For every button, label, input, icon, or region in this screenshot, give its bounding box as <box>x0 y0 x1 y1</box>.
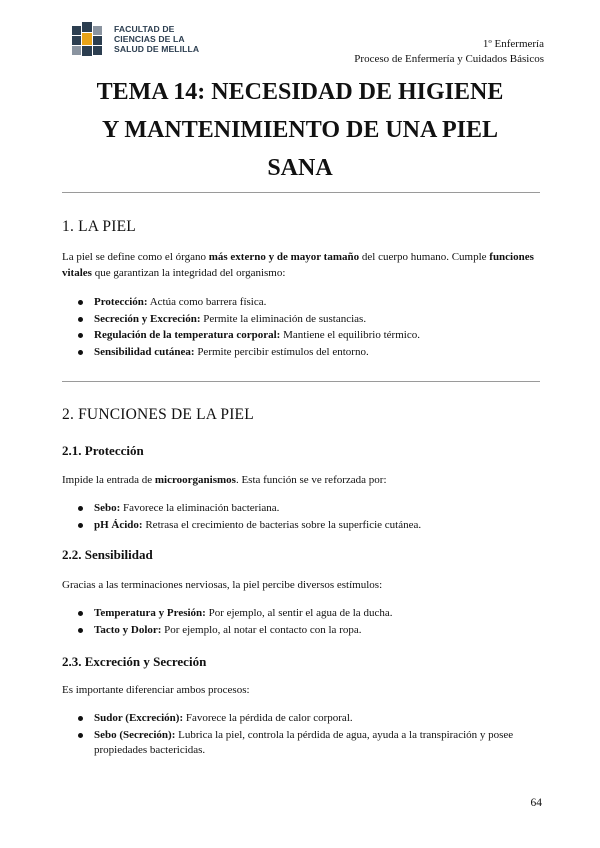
item-text: Retrasa el crecimiento de bacterias sobre la superficie cutánea. <box>142 518 422 531</box>
item-text: Lubrica la piel, controla la pérdida de agua, ayuda a la transpiración y posee propiedades bactericidas. <box>94 728 514 756</box>
list-item <box>62 711 542 727</box>
bullet-icon <box>78 523 83 528</box>
page-title <box>40 73 560 187</box>
excretion-list <box>62 711 542 760</box>
item-text: Por ejemplo, al notar el contacto con la ropa. <box>161 623 362 636</box>
bullet-icon <box>78 733 83 738</box>
text-run: Impide la entrada de <box>62 474 155 486</box>
item-text: Favorece la eliminación bacteriana. <box>120 502 280 514</box>
title-line: Y MANTENIMIENTO DE UNA PIEL <box>101 117 499 143</box>
list-item <box>62 295 542 311</box>
item-text: Favorece la pérdida de calor corporal. <box>183 712 353 724</box>
skin-functions-list <box>62 295 542 361</box>
bullet-icon <box>78 300 83 305</box>
section-intro <box>62 250 542 281</box>
item-label: Tacto y Dolor: <box>94 623 162 636</box>
header-info <box>354 37 544 67</box>
text-run: La piel se define como el órgano <box>62 251 209 263</box>
subsection-heading-excrecion: 2.3. Excreción y Secreción <box>62 654 207 669</box>
bullet-icon <box>78 317 83 322</box>
logo-text <box>114 24 199 54</box>
item-label: pH Ácido: <box>94 518 143 531</box>
list-item <box>62 312 542 328</box>
bold-run: microorganismos <box>154 474 236 486</box>
faculty-logo-icon <box>68 20 106 58</box>
item-text: Permite percibir estímulos del entorno. <box>194 345 369 358</box>
bullet-icon <box>78 333 83 338</box>
list-item <box>62 501 542 517</box>
title-line: SANA <box>267 155 333 181</box>
bold-run: funciones vitales <box>62 251 534 279</box>
divider <box>62 381 540 382</box>
item-text: Permite la eliminación de sustancias. <box>200 312 367 325</box>
list-item <box>62 518 542 534</box>
item-label: Sebo (Secreción): <box>94 728 176 741</box>
sensitivity-list <box>62 606 542 639</box>
item-label: Regulación de la temperatura corporal: <box>94 329 281 341</box>
section-heading-funciones: 2. FUNCIONES DE LA PIEL <box>62 406 254 423</box>
item-text: Mantiene el equilibrio térmico. <box>280 329 420 341</box>
text-run: del cuerpo humano. Cumple <box>359 251 490 263</box>
divider <box>62 192 540 193</box>
bullet-icon <box>78 350 83 355</box>
faculty-logo <box>68 20 199 58</box>
item-label: Secreción y Excreción: <box>94 312 201 325</box>
subsection-heading-proteccion: 2.1. Protección <box>62 443 144 458</box>
logo-line: SALUD DE MELILLA <box>114 44 200 54</box>
bullet-icon <box>78 716 83 721</box>
list-item <box>62 623 542 639</box>
item-text: Por ejemplo, al sentir el agua de la ducha. <box>205 607 393 619</box>
subsection-text: Gracias a las terminaciones nerviosas, la piel percibe diversos estímulos: <box>62 579 383 591</box>
list-item <box>62 606 542 622</box>
list-item <box>62 345 542 361</box>
protection-list <box>62 501 542 534</box>
course-label: 1º Enfermería <box>482 38 544 50</box>
list-item <box>62 328 542 344</box>
bullet-icon <box>78 628 83 633</box>
list-item <box>62 728 542 759</box>
bold-run: más externo y de mayor tamaño <box>208 251 360 263</box>
page-number: 64 <box>530 797 542 809</box>
title-line: TEMA 14: NECESIDAD DE HIGIENE <box>96 79 504 105</box>
item-label: Sensibilidad cutánea: <box>94 345 195 358</box>
logo-line: FACULTAD DE <box>114 24 175 34</box>
section-heading-la-piel: 1. LA PIEL <box>62 218 136 235</box>
subject-label: Proceso de Enfermería y Cuidados Básicos <box>354 53 544 65</box>
text-run: . Esta función se ve reforzada por: <box>235 474 387 486</box>
bullet-icon <box>78 611 83 616</box>
item-label: Temperatura y Presión: <box>94 607 206 619</box>
logo-line: CIENCIAS DE LA <box>114 34 185 44</box>
item-label: Protección: <box>94 296 148 308</box>
item-text: Actúa como barrera física. <box>147 296 267 308</box>
bullet-icon <box>78 506 83 511</box>
text-run: que garantizan la integridad del organismo: <box>91 266 286 279</box>
subsection-heading-sensibilidad: 2.2. Sensibilidad <box>62 547 153 562</box>
subsection-text: Es importante diferenciar ambos procesos: <box>62 684 250 696</box>
item-label: Sebo: <box>94 502 121 514</box>
item-label: Sudor (Excreción): <box>94 712 184 724</box>
subsection-text <box>62 473 542 489</box>
